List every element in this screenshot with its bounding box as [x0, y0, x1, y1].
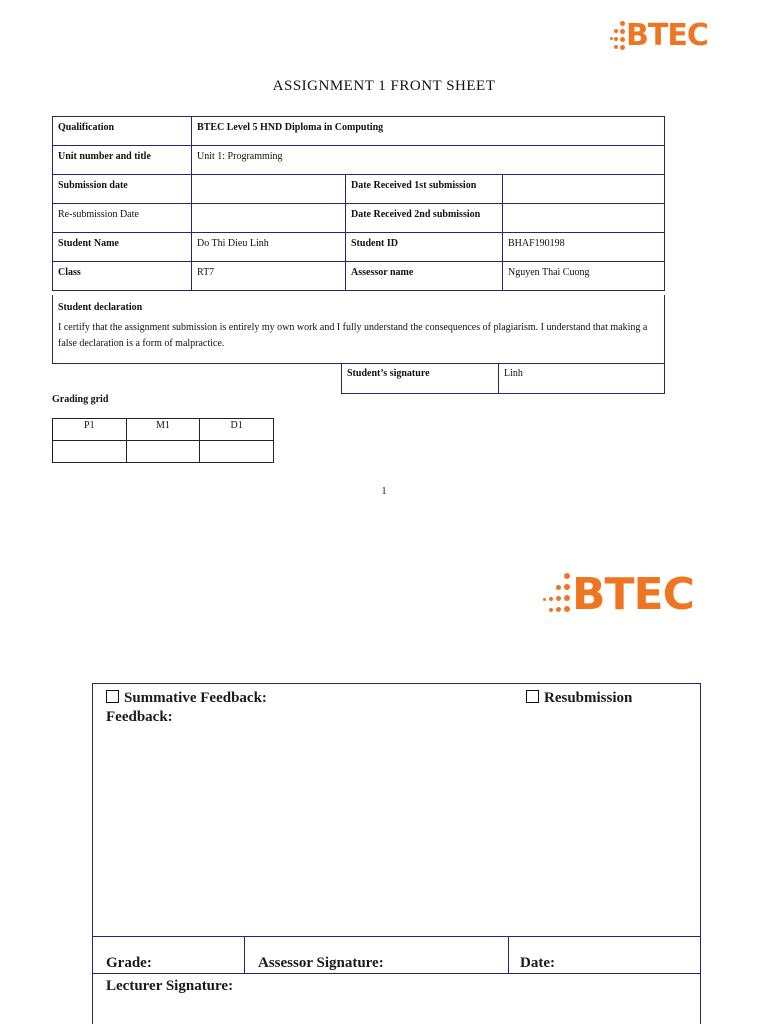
front-sheet-table: [52, 116, 665, 291]
class-label: Class: [53, 262, 192, 291]
logo-dots-icon: [542, 572, 572, 618]
grade-cell-p1[interactable]: [53, 441, 127, 463]
grade-label: Grade:: [106, 955, 152, 971]
date-received-2-field[interactable]: [503, 204, 665, 233]
table-row: [53, 146, 665, 175]
logo-text: BTEC: [626, 18, 708, 53]
date-received-1-field[interactable]: [503, 175, 665, 204]
table-row: [53, 441, 274, 463]
student-signature-row: [341, 363, 665, 394]
signature-value[interactable]: Linh: [504, 368, 523, 379]
submission-date-label: Submission date: [53, 175, 192, 204]
grading-grid-label: Grading grid: [52, 394, 109, 405]
unit-label: Unit number and title: [53, 146, 192, 175]
summative-feedback-label: Summative Feedback:: [124, 690, 267, 706]
divider: [92, 973, 701, 974]
divider: [92, 936, 701, 937]
unit-value: Unit 1: Programming: [192, 146, 665, 175]
date-received-2-label: Date Received 2nd submission: [346, 204, 503, 233]
table-row: [53, 204, 665, 233]
grade-cell-m1[interactable]: [126, 441, 200, 463]
page-title: ASSIGNMENT 1 FRONT SHEET: [272, 78, 496, 94]
table-row: [53, 233, 665, 262]
submission-date-field[interactable]: [192, 175, 346, 204]
btec-logo: [610, 20, 708, 52]
logo-text: BTEC: [572, 569, 694, 620]
checkbox-icon[interactable]: [106, 690, 119, 703]
feedback-area[interactable]: [100, 730, 690, 930]
declaration-heading: Student declaration: [58, 302, 143, 313]
signature-label: Student’s signature: [342, 364, 499, 393]
resubmission-date-field[interactable]: [192, 204, 346, 233]
logo-dots-icon: [610, 20, 626, 52]
grade-header-m1: M1: [126, 419, 200, 441]
grade-header-p1: P1: [53, 419, 127, 441]
assessor-label: Assessor name: [346, 262, 503, 291]
divider: [244, 936, 245, 973]
date-label: Date:: [520, 955, 555, 971]
resubmission-label: Resubmission: [544, 690, 633, 706]
divider: [508, 936, 509, 973]
assessor-value: Nguyen Thai Cuong: [503, 262, 665, 291]
table-row: [53, 175, 665, 204]
declaration-text: I certify that the assignment submission is entirely my own work and I fully understand the consequences of plagiarism. I understand that making a false declaration is a form of malpractice.: [58, 322, 648, 349]
class-value: RT7: [192, 262, 346, 291]
student-id-value: BHAF190198: [503, 233, 665, 262]
summative-feedback-option[interactable]: [106, 690, 267, 707]
grade-header-d1: D1: [200, 419, 274, 441]
checkbox-icon[interactable]: [526, 690, 539, 703]
student-id-label: Student ID: [346, 233, 503, 262]
btec-logo-large: [542, 569, 694, 620]
student-declaration: [52, 295, 665, 364]
date-received-1-label: Date Received 1st submission: [346, 175, 503, 204]
qualification-label: Qualification: [53, 117, 192, 146]
table-row: [53, 117, 665, 146]
student-name-value: Do Thi Dieu Linh: [192, 233, 346, 262]
lecturer-signature-label: Lecturer Signature:: [106, 978, 234, 994]
feedback-label: Feedback:: [106, 709, 173, 725]
table-row: [53, 262, 665, 291]
page-number: 1: [381, 486, 387, 497]
grading-grid-table: [52, 418, 274, 463]
resubmission-date-label: Re-submission Date: [53, 204, 192, 233]
table-row: [53, 419, 274, 441]
assessor-signature-label: Assessor Signature:: [258, 955, 384, 971]
qualification-value: BTEC Level 5 HND Diploma in Computing: [192, 117, 665, 146]
resubmission-option[interactable]: [526, 690, 632, 707]
student-name-label: Student Name: [53, 233, 192, 262]
grade-cell-d1[interactable]: [200, 441, 274, 463]
